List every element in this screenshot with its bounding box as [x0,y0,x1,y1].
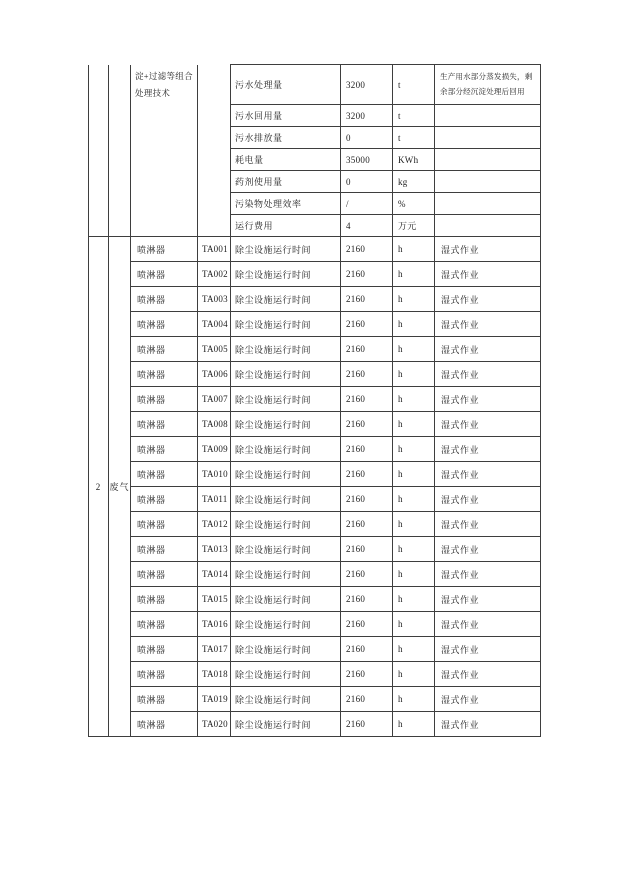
device-name: 喷淋器 [131,337,198,362]
device-code-cell-empty [198,65,231,237]
gas-row [89,337,541,362]
gas-row [89,512,541,537]
device-code: TA009 [198,437,231,462]
remark-cell: 湿式作业 [435,462,541,487]
metric-unit: h [393,637,435,662]
metric-value: / [341,193,393,215]
metric-unit: h [393,712,435,737]
remark-cell: 湿式作业 [435,687,541,712]
device-code: TA013 [198,537,231,562]
metric-label: 除尘设施运行时间 [231,637,341,662]
metric-unit: 万元 [393,215,435,237]
metric-label: 污水处理量 [231,65,341,105]
metric-label: 除尘设施运行时间 [231,487,341,512]
remark-cell: 湿式作业 [435,712,541,737]
metric-value: 2160 [341,612,393,637]
remark-cell: 湿式作业 [435,537,541,562]
metric-value: 0 [341,171,393,193]
metric-unit: h [393,287,435,312]
metric-label: 除尘设施运行时间 [231,462,341,487]
section-index: 2 [89,237,109,737]
metric-unit: kg [393,171,435,193]
remark-cell: 湿式作业 [435,312,541,337]
metric-unit: h [393,237,435,262]
device-name: 喷淋器 [131,387,198,412]
metric-unit: t [393,105,435,127]
metric-unit: h [393,512,435,537]
remark-cell: 湿式作业 [435,662,541,687]
metric-unit: h [393,462,435,487]
device-name: 喷淋器 [131,687,198,712]
device-code: TA017 [198,637,231,662]
device-code: TA005 [198,337,231,362]
gas-row [89,237,541,262]
water-row [89,65,541,105]
metric-label: 除尘设施运行时间 [231,512,341,537]
metric-value: 2160 [341,262,393,287]
gas-row [89,487,541,512]
treatment-tech-line1: 淀+过滤等组合 [135,70,193,81]
gas-row [89,362,541,387]
metric-unit: KWh [393,149,435,171]
gas-row [89,537,541,562]
device-code: TA006 [198,362,231,387]
metric-unit: h [393,387,435,412]
section-category: 废气 [109,237,131,737]
metric-unit: h [393,612,435,637]
metric-value: 3200 [341,65,393,105]
device-name: 喷淋器 [131,462,198,487]
device-name: 喷淋器 [131,612,198,637]
metric-unit: h [393,587,435,612]
gas-row [89,662,541,687]
device-code: TA010 [198,462,231,487]
metric-unit: h [393,337,435,362]
treatment-tech-cell [131,65,198,237]
metric-label: 除尘设施运行时间 [231,687,341,712]
metric-value: 2160 [341,512,393,537]
metric-label: 除尘设施运行时间 [231,262,341,287]
metric-value: 2160 [341,237,393,262]
metric-label: 除尘设施运行时间 [231,712,341,737]
device-name: 喷淋器 [131,362,198,387]
metric-unit: h [393,312,435,337]
metric-unit: h [393,362,435,387]
gas-row [89,287,541,312]
metric-label: 污染物处理效率 [231,193,341,215]
metric-label: 除尘设施运行时间 [231,612,341,637]
metric-label: 除尘设施运行时间 [231,537,341,562]
metric-unit: h [393,412,435,437]
metric-unit: h [393,687,435,712]
device-code: TA012 [198,512,231,537]
metric-value: 2160 [341,587,393,612]
gas-row [89,462,541,487]
metric-label: 运行费用 [231,215,341,237]
device-name: 喷淋器 [131,562,198,587]
metric-unit: h [393,437,435,462]
remark-cell: 湿式作业 [435,487,541,512]
metric-label: 除尘设施运行时间 [231,337,341,362]
metric-value: 2160 [341,562,393,587]
gas-row [89,437,541,462]
device-name: 喷淋器 [131,262,198,287]
device-code: TA008 [198,412,231,437]
remark-cell: 湿式作业 [435,512,541,537]
metric-unit: h [393,262,435,287]
metric-value: 2160 [341,687,393,712]
remark-cell: 湿式作业 [435,337,541,362]
remark-cell [435,105,541,127]
gas-row [89,262,541,287]
metric-value: 2160 [341,362,393,387]
metric-value: 4 [341,215,393,237]
index-cell-empty [89,65,109,237]
gas-row [89,637,541,662]
remark-cell [435,193,541,215]
remark-cell: 生产用水部分蒸发损失，剩余部分经沉淀处理后回用 [435,65,541,105]
metric-label: 除尘设施运行时间 [231,237,341,262]
metric-value: 2160 [341,637,393,662]
metric-value: 2160 [341,387,393,412]
metric-label: 污水排放量 [231,127,341,149]
metric-unit: h [393,487,435,512]
metric-value: 2160 [341,462,393,487]
metric-label: 污水回用量 [231,105,341,127]
metric-value: 2160 [341,312,393,337]
metric-value: 2160 [341,287,393,312]
remark-cell: 湿式作业 [435,237,541,262]
remark-cell: 湿式作业 [435,437,541,462]
gas-row [89,687,541,712]
remark-cell: 湿式作业 [435,612,541,637]
gas-section [89,237,541,737]
device-name: 喷淋器 [131,637,198,662]
remark-cell: 湿式作业 [435,637,541,662]
metric-unit: h [393,537,435,562]
device-name: 喷淋器 [131,412,198,437]
metric-label: 除尘设施运行时间 [231,312,341,337]
metric-value: 2160 [341,662,393,687]
metric-value: 2160 [341,537,393,562]
device-name: 喷淋器 [131,312,198,337]
gas-row [89,712,541,737]
gas-row [89,312,541,337]
remark-cell: 湿式作业 [435,362,541,387]
metric-value: 2160 [341,487,393,512]
device-name: 喷淋器 [131,712,198,737]
device-code: TA018 [198,662,231,687]
device-code: TA002 [198,262,231,287]
gas-row [89,587,541,612]
metric-unit: % [393,193,435,215]
remark-cell: 湿式作业 [435,587,541,612]
device-code: TA016 [198,612,231,637]
remark-cell: 湿式作业 [435,412,541,437]
metric-label: 药剂使用量 [231,171,341,193]
device-code: TA007 [198,387,231,412]
category-cell-empty [109,65,131,237]
device-name: 喷淋器 [131,287,198,312]
metric-value: 2160 [341,712,393,737]
remark-cell [435,149,541,171]
device-code: TA019 [198,687,231,712]
metric-value: 2160 [341,337,393,362]
metric-label: 除尘设施运行时间 [231,387,341,412]
monitoring-report-table [88,64,541,737]
device-name: 喷淋器 [131,487,198,512]
device-code: TA015 [198,587,231,612]
metric-label: 除尘设施运行时间 [231,412,341,437]
remark-cell: 湿式作业 [435,262,541,287]
metric-value: 2160 [341,412,393,437]
remark-cell [435,171,541,193]
metric-label: 除尘设施运行时间 [231,662,341,687]
device-code: TA003 [198,287,231,312]
device-name: 喷淋器 [131,662,198,687]
metric-unit: t [393,65,435,105]
device-code: TA011 [198,487,231,512]
device-name: 喷淋器 [131,237,198,262]
device-name: 喷淋器 [131,587,198,612]
remark-cell: 湿式作业 [435,287,541,312]
metric-value: 3200 [341,105,393,127]
metric-label: 除尘设施运行时间 [231,587,341,612]
metric-value: 35000 [341,149,393,171]
metric-unit: t [393,127,435,149]
gas-row [89,612,541,637]
metric-label: 耗电量 [231,149,341,171]
metric-label: 除尘设施运行时间 [231,562,341,587]
metric-label: 除尘设施运行时间 [231,437,341,462]
device-code: TA004 [198,312,231,337]
treatment-tech-line2: 处理技术 [135,87,171,98]
metric-label: 除尘设施运行时间 [231,362,341,387]
metric-value: 0 [341,127,393,149]
device-code: TA001 [198,237,231,262]
device-name: 喷淋器 [131,512,198,537]
metric-label: 除尘设施运行时间 [231,287,341,312]
metric-unit: h [393,562,435,587]
metric-unit: h [393,662,435,687]
metric-value: 2160 [341,437,393,462]
gas-row [89,562,541,587]
remark-cell [435,215,541,237]
gas-row [89,412,541,437]
remark-cell [435,127,541,149]
gas-row [89,387,541,412]
device-name: 喷淋器 [131,537,198,562]
remark-cell: 湿式作业 [435,562,541,587]
device-code: TA020 [198,712,231,737]
device-name: 喷淋器 [131,437,198,462]
water-section [89,65,541,237]
device-code: TA014 [198,562,231,587]
remark-cell: 湿式作业 [435,387,541,412]
